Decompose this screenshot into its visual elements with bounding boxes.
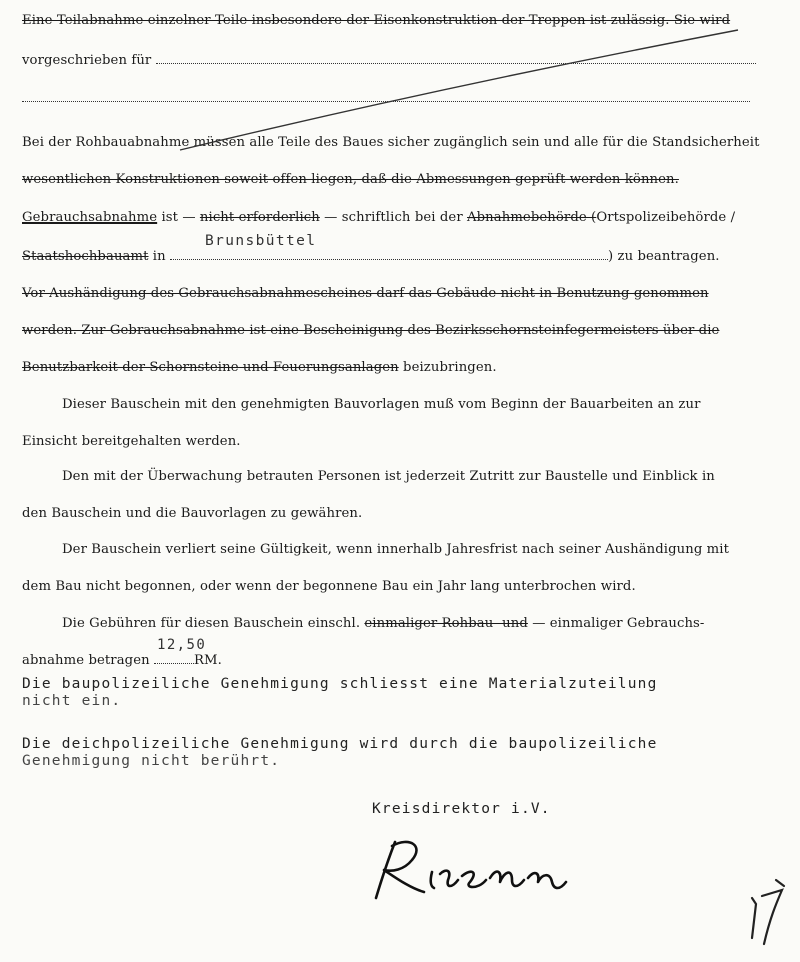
signature xyxy=(376,842,566,898)
shell-inspection-line-2: wesentlichen Konstruktionen soweit offen liegen, daß die Abmessungen geprüft werden können. xyxy=(22,172,679,187)
material-note-line-2: nicht ein. xyxy=(22,693,122,709)
dike-note-line-1: Die deichpolizeiliche Genehmigung wird durch die baupolizeiliche xyxy=(22,736,658,752)
prescribed-for-label: vorgeschrieben für xyxy=(22,53,152,68)
use-inspection-line-1: Gebrauchsabnahme ist — nicht erforderlich — schriftlich bei der Abnahmebehörde (Ortspolizeibehörde / xyxy=(22,210,736,225)
authority-place-value: Brunsbüttel xyxy=(205,233,317,249)
fees-line-2: abnahme betragen RM. xyxy=(22,653,222,668)
dike-note-line-2: Genehmigung nicht berührt. xyxy=(22,753,281,769)
fees-line-1: Die Gebühren für diesen Bauschein einschl. einmaliger Rohbau- und — einmaliger Gebrauchs- xyxy=(62,616,705,631)
supervision-line-2: den Bauschein und die Bauvorlagen zu gewähren. xyxy=(22,506,363,521)
signatory-title: Kreisdirektor i.V. xyxy=(372,801,551,817)
use-inspection-label: Gebrauchsabnahme xyxy=(22,210,158,225)
use-inspection-line-2: Staatshochbauamt in ) zu beantragen. xyxy=(22,249,720,264)
handover-line-3: Benutzbarkeit der Schornsteine und Feuerungsanlagen beizubringen. xyxy=(22,360,497,375)
partial-inspection-sentence: Eine Teilabnahme einzelner Teile insbesondere der Eisenkonstruktion der Treppen ist zulässig. Sie wird xyxy=(22,13,731,28)
handover-line-2: werden. Zur Gebrauchsabnahme ist eine Bescheinigung des Bezirksschornsteinfegermeisters über die xyxy=(22,323,720,338)
validity-line-1: Der Bauschein verliert seine Gültigkeit, wenn innerhalb Jahresfrist nach seiner Aushändigung mit xyxy=(62,542,730,557)
supervision-line-1: Den mit der Überwachung betrauten Personen ist jederzeit Zutritt zur Baustelle und Einblick in xyxy=(62,469,715,484)
validity-line-2: dem Bau nicht begonnen, oder wenn der begonnene Bau ein Jahr lang unterbrochen wird. xyxy=(22,579,636,594)
shell-inspection-line-1: Bei der Rohbauabnahme müssen alle Teile des Baues sicher zugänglich sein und alle für die Standsicherheit xyxy=(22,135,760,150)
permit-display-line-1: Dieser Bauschein mit den genehmigten Bauvorlagen muß vom Beginn der Bauarbeiten an zur xyxy=(62,397,701,412)
cross-out-stroke xyxy=(180,30,738,150)
permit-display-line-2: Einsicht bereitgehalten werden. xyxy=(22,434,241,449)
handover-line-1: Vor Aushändigung des Gebrauchsabnahmescheines darf das Gebäude nicht in Benutzung genommen xyxy=(22,286,709,301)
page-number-mark xyxy=(752,880,784,944)
material-note-line-1: Die baupolizeiliche Genehmigung schliesst eine Materialzuteilung xyxy=(22,676,658,692)
fee-value: 12,50 xyxy=(157,637,207,653)
